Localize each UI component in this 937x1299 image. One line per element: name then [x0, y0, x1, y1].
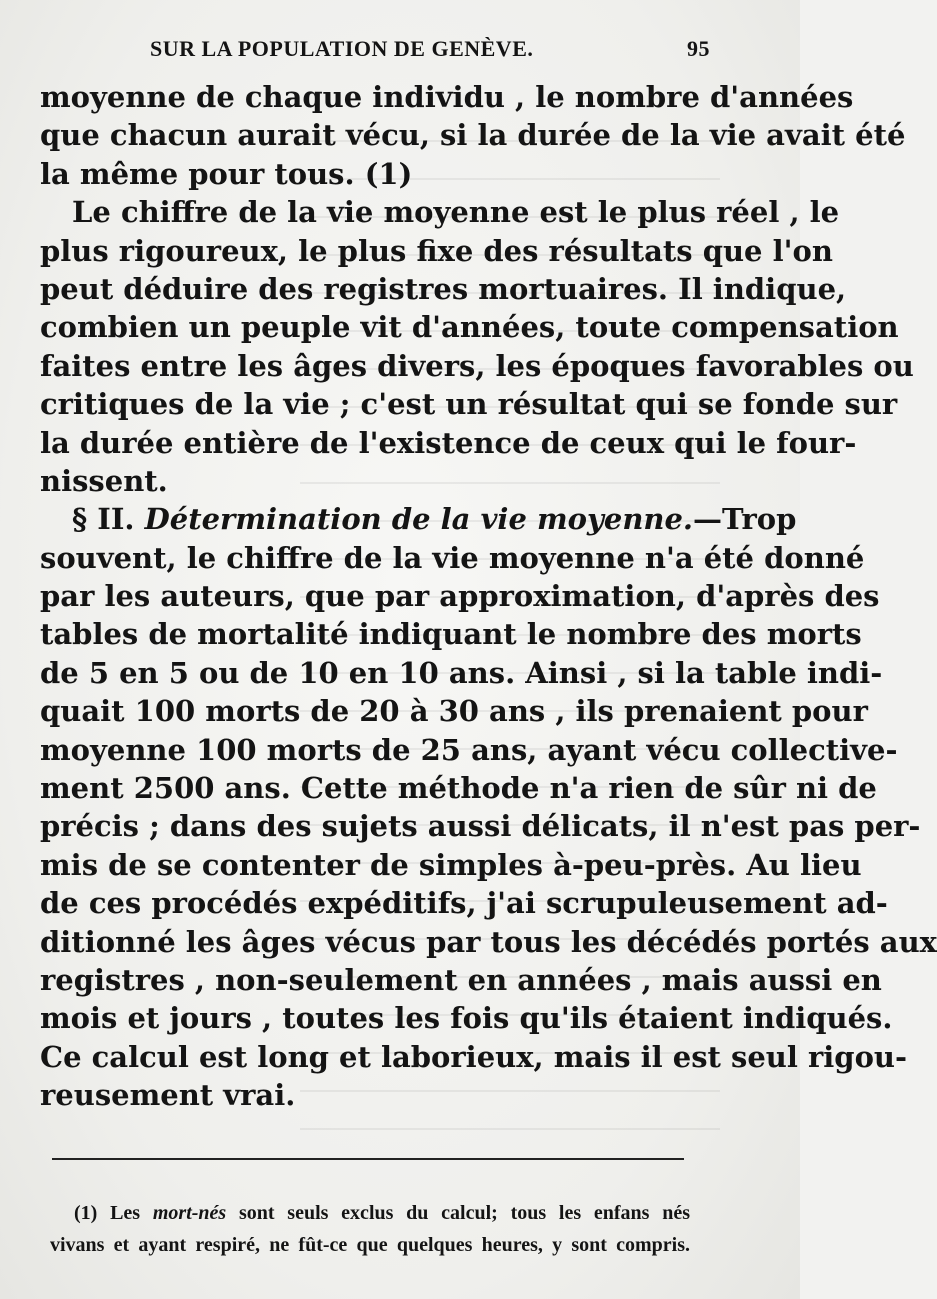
main-text [40, 78, 937, 1115]
text-line: de ces procédés expéditifs, j'ai scrupuleusement ad- [40, 886, 888, 921]
text-line: de 5 en 5 ou de 10 en 10 ans. Ainsi , si la table indi- [40, 655, 883, 690]
section-title: Détermination de la vie moyenne. [144, 502, 694, 537]
footnote-line [50, 1197, 690, 1229]
footnote-rule [52, 1158, 684, 1160]
section-heading-line [40, 500, 797, 538]
text-line: faites entre les âges divers, les époques favorables ou [40, 348, 914, 383]
text-line: que chacun aurait vécu, si la durée de la vie avait été [40, 118, 906, 153]
footnote-text: sont seuls exclus du calcul; tous les enfans nés [238, 1202, 691, 1224]
text-line: plus rigoureux, le plus fixe des résultats que l'on [40, 233, 833, 268]
text-line: critiques de la vie ; c'est un résultat qui se fonde sur [40, 387, 898, 422]
text-line: souvent, le chiffre de la vie moyenne n'a été donné [40, 540, 865, 575]
text-line: précis ; dans des sujets aussi délicats, il n'est pas per- [40, 809, 921, 844]
text-line: registres , non-seulement en années , mais aussi en [40, 962, 882, 997]
text-line: peut déduire des registres mortuaires. Il indique, [40, 271, 847, 306]
footnote-marker: (1) [74, 1202, 98, 1224]
text-line: quait 100 morts de 20 à 30 ans , ils prenaient pour [40, 694, 868, 729]
text-line: reusement vrai. [40, 1078, 296, 1113]
text-line: Ce calcul est long et laborieux, mais il est seul rigou- [40, 1039, 908, 1074]
page-number: 95 [687, 36, 710, 61]
footnote-line: vivans et ayant respiré, ne fût-ce que quelques heures, y sont compris. [50, 1234, 690, 1256]
section-marker: § II. [72, 502, 135, 537]
section-lead: —Trop [693, 502, 797, 537]
text-line: la même pour tous. (1) [40, 156, 413, 191]
page-header [150, 36, 710, 66]
text-line: tables de mortalité indiquant le nombre des morts [40, 617, 862, 652]
text-line: mis de se contenter de simples à-peu-près. Au lieu [40, 847, 862, 882]
text-line: mois et jours , toutes les fois qu'ils étaient indiqués. [40, 1001, 893, 1036]
text-line: par les auteurs, que par approximation, d'après des [40, 579, 880, 614]
text-line: Le chiffre de la vie moyenne est le plus réel , le [72, 195, 840, 230]
text-line: moyenne de chaque individu , le nombre d'années [40, 80, 854, 114]
text-line: nissent. [40, 463, 168, 498]
text-line: ditionné les âges vécus par tous les décédés portés aux [40, 924, 937, 959]
text-line: moyenne 100 morts de 25 ans, ayant vécu collective- [40, 732, 898, 767]
footnote [50, 1197, 690, 1261]
footnote-italic-term: mort-nés [152, 1202, 227, 1224]
text-line: la durée entière de l'existence de ceux qui le four- [40, 425, 857, 460]
running-head: SUR LA POPULATION DE GENÈVE. [150, 36, 534, 61]
footnote-text: Les [110, 1202, 141, 1224]
text-line: combien un peuple vit d'années, toute compensation [40, 310, 899, 345]
text-line: ment 2500 ans. Cette méthode n'a rien de sûr ni de [40, 771, 877, 806]
